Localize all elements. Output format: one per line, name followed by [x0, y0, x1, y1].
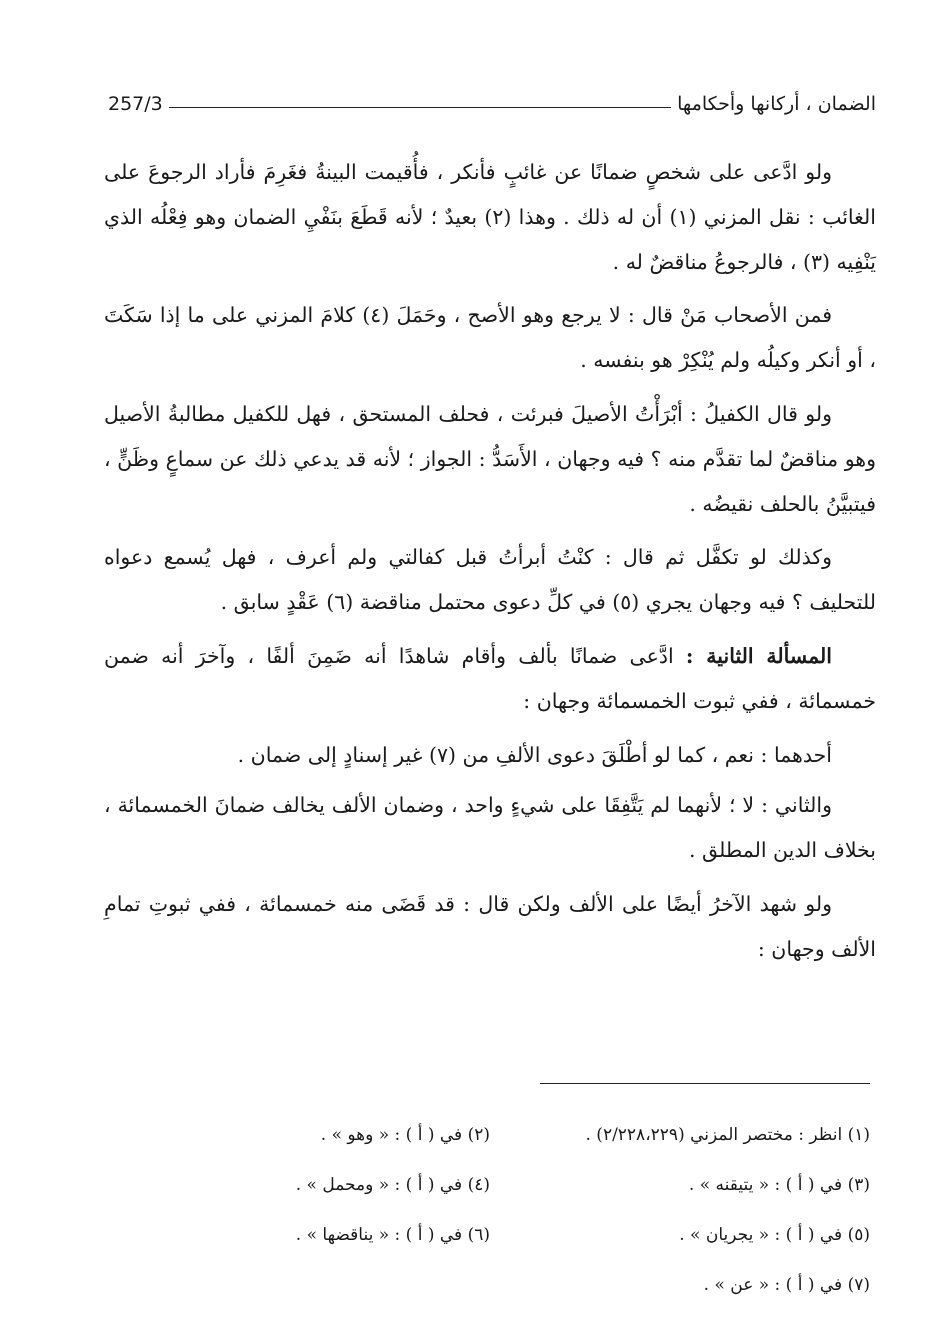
paragraph	[104, 150, 876, 284]
paragraph	[104, 882, 876, 972]
footnotes	[236, 1110, 870, 1310]
paragraph-text: ولو قال الكفيلُ : أبْرَأْتُ الأصيلَ فبرئت ، فحلف المستحق ، فهل للكفيل مطالبةُ الأصيل وهو مناقضٌ لما تقدَّم منه ؟ فيه وجهان ، الأَسَدُّ : الجواز ؛ لأنه قد يدعي ذلك عن سماعٍ وظَنٍّ ، فيتبيَّنُ بالحلف نقيضُه .	[104, 401, 876, 516]
paragraph-text: ولو ادَّعى على شخصٍ ضمانًا عن غائبٍ فأنكر ، فأُقيمت البينةُ فغَرِمَ فأراد الرجوعَ على الغائب : نقل المزني (١) أن له ذلك . وهذا (٢) بعيدٌ ؛ لأنه قَطَعَ بنَفْيِ الضمان وهو فِعْلُه الذي يَنْفِيه (٣) ، فالرجوعُ مناقضٌ له .	[104, 160, 876, 274]
header-rule	[169, 107, 671, 108]
chapter-title: الضمان ، أركانها وأحكامها	[677, 93, 876, 115]
paragraph	[104, 392, 876, 526]
paragraph-text: ولو شهد الآخرُ أيضًا على الألف ولكن قال : قد قَضَى منه خمسمائة ، ففي ثبوتِ تمامِ الألف وجهان :	[104, 891, 876, 961]
footnote: (٦) في ( أ ) : « يناقضها » .	[295, 1225, 490, 1245]
paragraph	[104, 293, 876, 383]
main-text	[104, 150, 876, 981]
footnote-row	[236, 1160, 870, 1210]
paragraph	[104, 783, 876, 873]
footnote	[236, 1260, 490, 1310]
footnote: (٤) في ( أ ) : « ومحمل » .	[295, 1175, 490, 1195]
footnote: (٧) في ( أ ) : « عن » .	[703, 1275, 870, 1295]
footnote: (١) انظر : مختصر المزني (٢/٢٢٨،٢٢٩) .	[585, 1125, 870, 1145]
footnote-row	[236, 1260, 870, 1310]
paragraph-text: وكذلك لو تكفَّل ثم قال : كنْتُ أبرأتُ قبل كفالتي ولم أعرف ، فهل يُسمع دعواه للتحليف ؟ فيه وجهان يجري (٥) في كلِّ دعوى محتمل مناقضة (٦) عَقْدٍ سابق .	[104, 545, 876, 615]
paragraph	[104, 535, 876, 625]
paragraph	[104, 733, 876, 778]
paragraph-text: أحدهما : نعم ، كما لو أطْلَقَ دعوى الألفِ من (٧) غير إسنادٍ إلى ضمان .	[237, 742, 832, 767]
section-heading: المسألة الثانية :	[685, 643, 832, 668]
paragraph-text: والثاني : لا ؛ لأنهما لم يَتَّفِقَا على شيءٍ واحد ، وضمان الألف يخالف ضمانَ الخمسمائة ، بخلاف الدين المطلق .	[104, 793, 876, 863]
paragraph	[104, 634, 876, 724]
footnote-row	[236, 1210, 870, 1260]
paragraph-text: ادَّعى ضمانًا بألف وأقام شاهدًا أنه ضَمِنَ ألفًا ، وآخرَ أنه ضمن خمسمائة ، ففي ثبوت الخمسمائة وجهان :	[104, 643, 876, 713]
running-header	[108, 86, 876, 122]
paragraph-text: فمن الأصحاب مَنْ قال : لا يرجع وهو الأصح ، وحَمَلَ (٤) كلامَ المزني على ما إذا سَكَتَ ، أو أنكر وكيلُه ولم يُنْكِرْ هو بنفسه .	[104, 303, 876, 373]
footnote-row	[236, 1110, 870, 1160]
footnote: (٢) في ( أ ) : « وهو » .	[320, 1125, 490, 1145]
footnote: (٣) في ( أ ) : « يتيقنه » .	[688, 1175, 870, 1195]
page-number: 257/3	[108, 93, 163, 115]
footnote: (٥) في ( أ ) : « يجريان » .	[679, 1225, 870, 1245]
footnote-separator	[540, 1083, 870, 1084]
